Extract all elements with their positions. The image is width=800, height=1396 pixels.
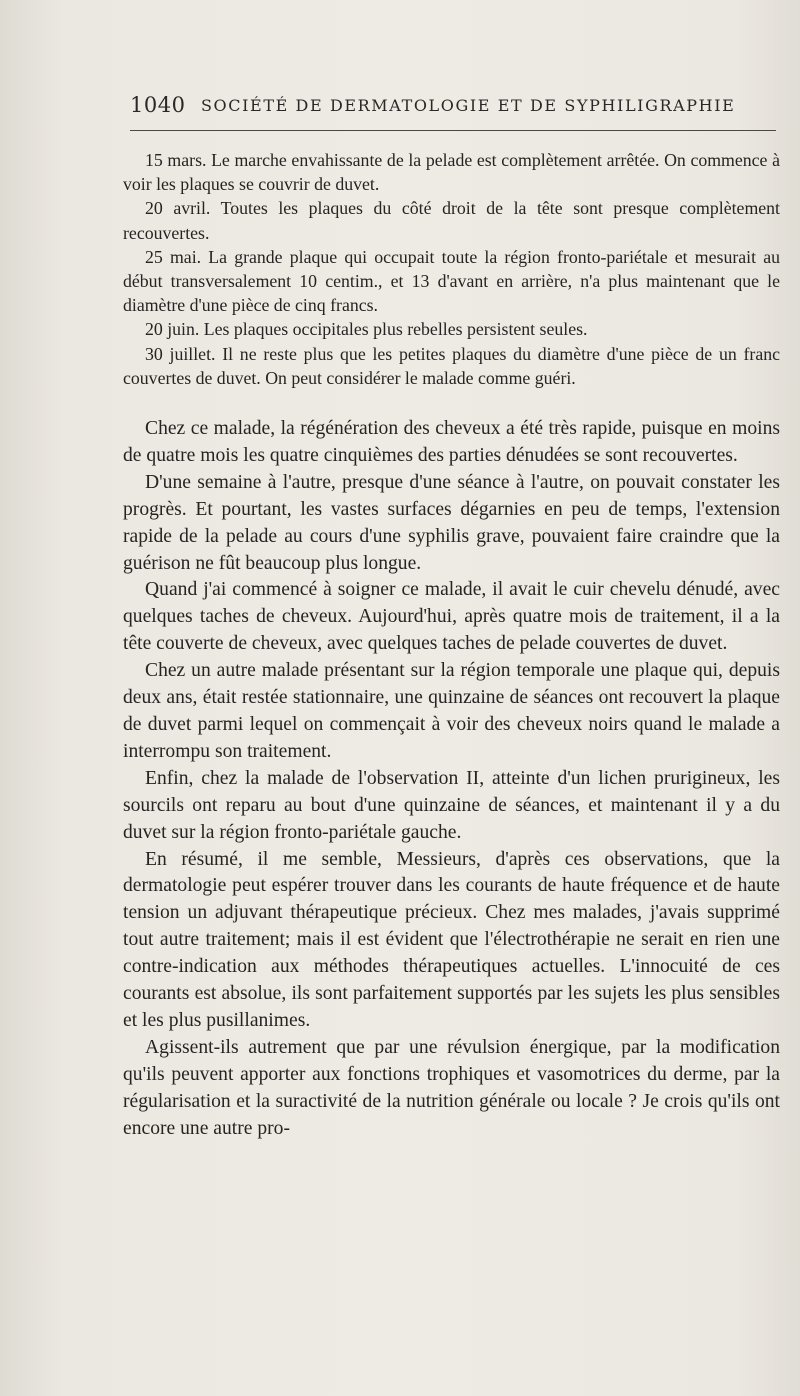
entry-20-avril: 20 avril. Toutes les plaques du côté droit de la tête sont presque complètement recouvertes. <box>123 198 780 243</box>
paragraph: Enfin, chez la malade de l'observation II, atteinte d'un lichen prurigineux, les sourcils ont reparu au bout d'une quinzaine de séances, et maintenant il y a du duvet sur la région fronto-pariétale gauche. <box>123 767 780 843</box>
paragraph: Quand j'ai commencé à soigner ce malade, il avait le cuir chevelu dénudé, avec quelques taches de cheveux. Aujourd'hui, après quatre mois de traitement, il a la tête couverte de cheveux, avec quelques taches de pelade couvertes de duvet. <box>123 579 780 655</box>
paragraph: Chez ce malade, la régénération des cheveux a été très rapide, puisque en moins de quatre mois les quatre cinquièmes des parties dénudées se sont recouvertes. <box>123 418 780 466</box>
entry-30-juillet: 30 juillet. Il ne reste plus que les petites plaques du diamètre d'une pièce de un franc couvertes de duvet. On peut considérer le malade comme guéri. <box>123 343 780 388</box>
entry-25-mai: 25 mai. La grande plaque qui occupait toute la région fronto-pariétale et mesurait au début transversalement 10 centim., et 13 d'avant en arrière, n'a plus maintenant que le diamètre d'une pièce de cinq francs. <box>123 246 780 316</box>
body-text <box>123 148 780 1143</box>
paragraph: Chez un autre malade présentant sur la région temporale une plaque qui, depuis deux ans, était restée stationnaire, une quinzaine de séances ont recouvert la plaque de duvet parmi lequel on commençait à voir des cheveux noirs quand le malade a interrompu son traitement. <box>123 660 780 762</box>
discussion <box>123 416 780 1142</box>
page-header <box>130 93 780 123</box>
entry-20-juin: 20 juin. Les plaques occipitales plus rebelles persistent seules. <box>145 319 588 340</box>
dated-entries <box>123 148 780 390</box>
entry-15-mars: 15 mars. Le marche envahissante de la pelade est complètement arrêtée. On commence à voir les plaques se couvrir de duvet. <box>123 150 780 195</box>
header-rule <box>130 130 776 131</box>
running-title: SOCIÉTÉ DE DERMATOLOGIE ET DE SYPHILIGRAPHIE <box>201 96 736 115</box>
paragraph: En résumé, il me semble, Messieurs, d'après ces observations, que la dermatologie peut espérer trouver dans les courants de haute fréquence et de haute tension un adjuvant thérapeutique précieux. Chez mes malades, j'avais supprimé tout autre traitement; mais il est évident que l'électrothérapie ne serait en rien une contre-indication aux méthodes thérapeutiques actuelles. L'innocuité de ces courants est absolue, ils sont parfaitement supportés par les sujets les plus sensibles et les plus pusillanimes. <box>123 848 780 1031</box>
paragraph: Agissent-ils autrement que par une révulsion énergique, par la modification qu'ils peuvent apporter aux fonctions trophiques et vasomotrices du derme, par la régularisation et la suractivité de la nutrition générale ou locale ? Je crois qu'ils ont encore une autre pro- <box>123 1036 780 1139</box>
page-number: 1040 <box>130 93 186 117</box>
paragraph: D'une semaine à l'autre, presque d'une séance à l'autre, on pouvait constater les progrès. Et pourtant, les vastes surfaces dégarnies en peu de temps, l'extension rapide de la pelade au cours d'une syphilis grave, pouvaient faire craindre que la guérison ne fût beaucoup plus longue. <box>123 471 780 574</box>
